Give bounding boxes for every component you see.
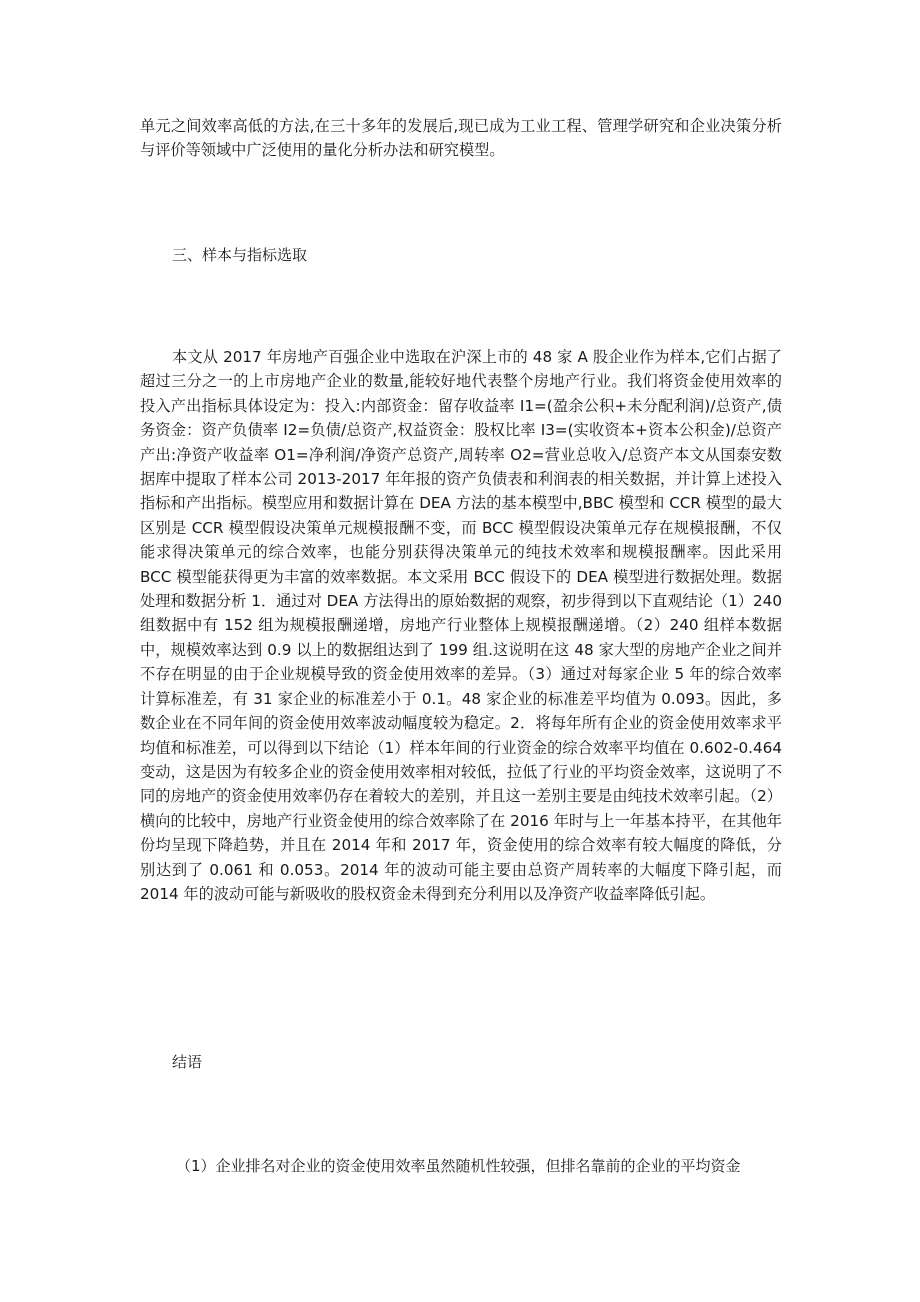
- conclusion-paragraph: （1）企业排名对企业的资金使用效率虽然随机性较强，但排名靠前的企业的平均资金: [176, 1157, 741, 1175]
- section-heading-sample-and-indicators: 三、样本与指标选取: [172, 246, 308, 264]
- body-paragraph: 本文从 2017 年房地产百强企业中选取在沪深上市的 48 家 A 股企业作为样本,它们占据了超过三分之一的上市房地产企业的数量,能较好地代表整个房地产行业。我们将资金使用效率的投入产出指标具体设定为：投入:内部资金：留存收益率 I1=(盈余公积+未分配利润)/总资产,债务资金：资产负债率 I2=负债/总资产,权益资金：股权比率 I3=(实收资本+资本公积金)/总资产产出:净资产收益率 O1=净利润/净资产总资产,周转率 O2=营业总收入/总资产本文从国泰安数据库中提取了样本公司 2013-2017 年年报的资产负债表和利润表的相关数据，并计算上述投入指标和产出指标。模型应用和数据计算在 DEA 方法的基本模型中,BBC 模型和 CCR 模型的最大区别是 CCR 模型假设决策单元规模报酬不变，而 BCC 模型假设决策单元存在规模报酬，不仅能求得决策单元的综合效率，也能分别获得决策单元的纯技术效率和规模报酬率。因此采用 BCC 模型能获得更为丰富的效率数据。本文采用 BCC 假设下的 DEA 模型进行数据处理。数据处理和数据分析 1．通过对 DEA 方法得出的原始数据的观察，初步得到以下直观结论（1）240 组数据中有 152 组为规模报酬递增，房地产行业整体上规模报酬递增。（2）240 组样本数据中，规模效率达到 0.9 以上的数据组达到了 199 组.这说明在这 48 家大型的房地产企业之间并不存在明显的由于企业规模导致的资金使用效率的差异。（3）通过对每家企业 5 年的综合效率计算标准差，有 31 家企业的标准差小于 0.1。48 家企业的标准差平均值为 0.093。因此，多数企业在不同年间的资金使用效率波动幅度较为稳定。2．将每年所有企业的资金使用效率求平均值和标准差，可以得到以下结论（1）样本年间的行业资金的综合效率平均值在 0.602-0.464 变动，这是因为有较多企业的资金使用效率相对较低，拉低了行业的平均资金效率，这说明了不同的房地产的资金使用效率仍存在着较大的差别，并且这一差别主要是由纯技术效率引起。（2）横向的比较中，房地产行业资金使用的综合效率除了在 2016 年时与上一年基本持平，在其他年份均呈现下降趋势，并且在 2014 年和 2017 年，资金使用的综合效率有较大幅度的降低，分别达到了 0.061 和 0.053。2014 年的波动可能主要由总资产周转率的大幅度下降引起，而 2014 年的波动可能与新吸收的股权资金未得到充分利用以及净资产收益率降低引起。: [140, 348, 782, 903]
- intro-paragraph: 单元之间效率高低的方法,在三十多年的发展后,现已成为工业工程、管理学研究和企业决策分析与评价等领域中广泛使用的量化分析办法和研究模型。: [140, 117, 782, 160]
- conclusion-heading: 结语: [172, 1053, 203, 1071]
